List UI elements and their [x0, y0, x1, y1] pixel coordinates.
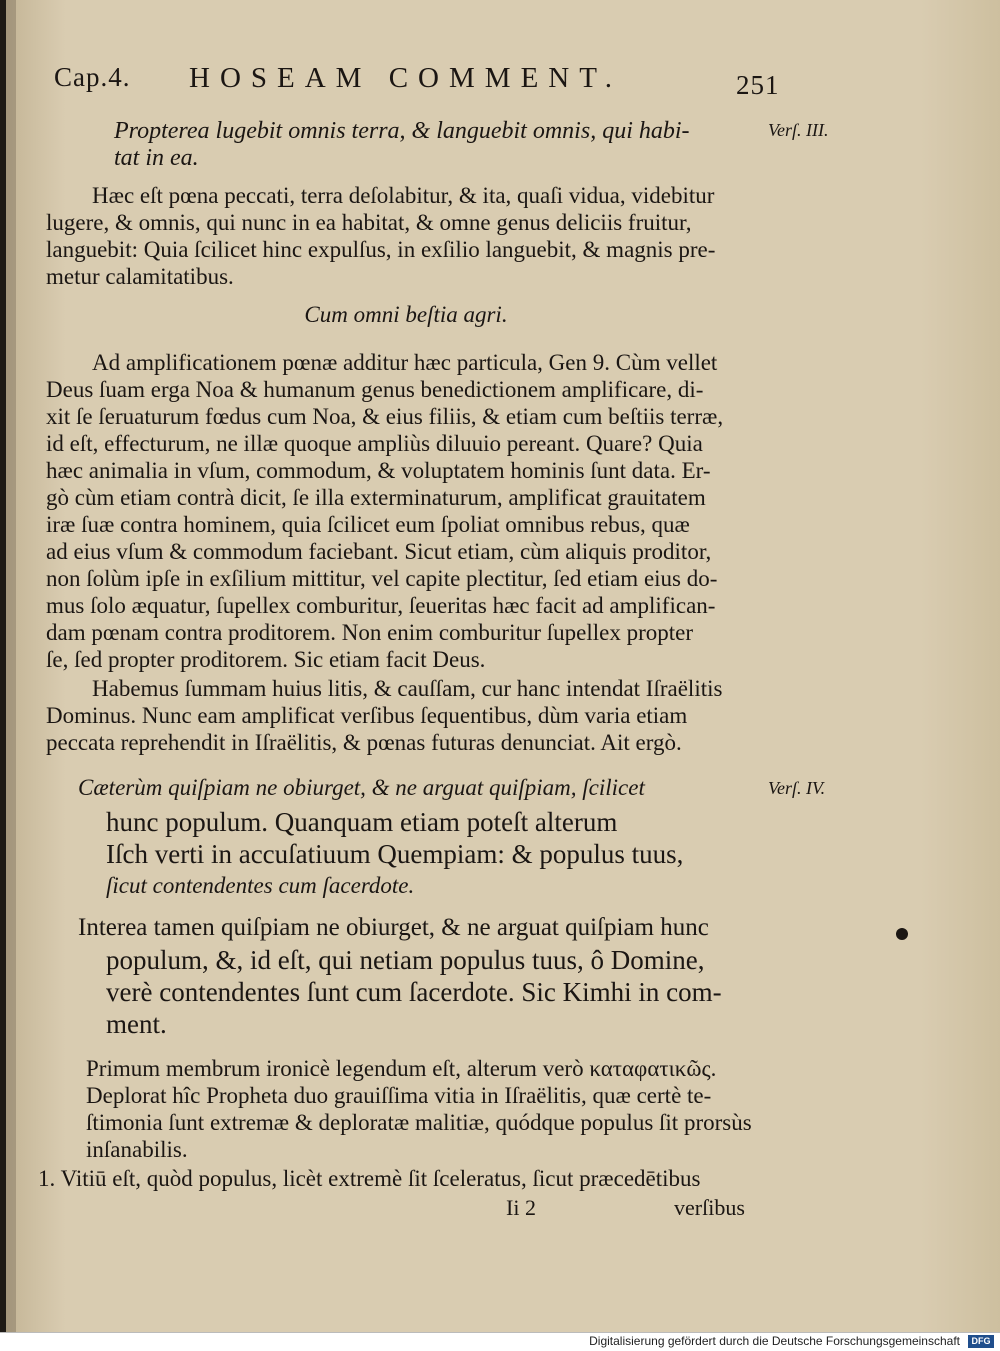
text-line: metur calamitatibus.: [46, 264, 234, 289]
text-line: languebit: Quia ſcilicet hinc expulſus, in exſilio languebit, & magnis pre-: [46, 237, 716, 262]
text-line: gò cùm etiam contrà dicit, ſe illa exterminaturum, amplificat grauitatem: [46, 485, 706, 510]
text-line: Hæc eſt pœna peccati, terra deſolabitur, & ita, quaſi vidua, videbitur: [92, 183, 715, 208]
text-line: iræ ſuæ contra hominem, quia ſcilicet eum ſpoliat omnibus rebus, quæ: [46, 512, 690, 537]
lemma-line: tat in ea.: [114, 145, 199, 171]
digitization-footer: [0, 1332, 1000, 1351]
book-page: [6, 0, 1000, 1332]
text-line: ſe, ſed propter proditorem. Sic etiam facit Deus.: [46, 647, 486, 672]
text-line: id eſt, effecturum, ne illæ quoque ampliùs diluuio pereant. Quare? Quia: [46, 431, 703, 456]
text-line: dam pœnam contra proditorem. Non enim comburitur ſupellex propter: [46, 620, 694, 645]
text-line: lugere, & omnis, qui nunc in ea habitat, & omne genus deliciis fruitur,: [46, 210, 692, 235]
dfg-logo-icon: DFG: [968, 1335, 994, 1348]
margin-note-vers-iii: Verſ. III.: [768, 120, 829, 140]
text-line: ſicut contendentes cum ſacerdote.: [106, 873, 415, 898]
margin-note-vers-iv: Verſ. IV.: [768, 778, 826, 798]
text-line: ment.: [106, 1009, 167, 1039]
text-line: Deplorat hîc Propheta duo grauiſſima vitia in Iſraëlitis, quæ certè te-: [86, 1083, 712, 1108]
text-line: Ad amplificationem pœnæ additur hæc particula, Gen 9. Cùm vellet: [92, 350, 718, 375]
text-line: Deus ſuam erga Noa & humanum genus benedictionem amplificare, di-: [46, 377, 704, 402]
text-line: hæc animalia in vſum, commodum, & voluptatem hominis ſunt data. Er-: [46, 458, 711, 483]
text-line: Iſch verti in accuſatiuum Quempiam: & populus tuus,: [106, 839, 684, 869]
footer-credit: Digitalisierung gefördert durch die Deutsche Forschungsgemeinschaft: [589, 1334, 960, 1348]
text-line: Dominus. Nunc eam amplificat verſibus ſequentibus, dùm varia etiam: [46, 703, 688, 728]
running-header-chapter: Cap.4.: [54, 62, 131, 92]
text-line: mus ſolo æquatur, ſupellex comburitur, ſeueritas hæc facit ad amplifican-: [46, 593, 716, 618]
text-line: hunc populum. Quanquam etiam poteſt alterum: [106, 807, 618, 837]
text-line: Habemus ſummam huius litis, & cauſſam, cur hanc intendat Iſraëlitis: [92, 676, 723, 701]
text-line: Primum membrum ironicè legendum eſt, alterum verò καταφατικῶς.: [86, 1056, 717, 1081]
page-number: 251: [736, 70, 780, 100]
page-spine-shadow: [6, 0, 16, 1332]
text-line: Interea tamen quiſpiam ne obiurget, & ne arguat quiſpiam hunc: [78, 914, 709, 941]
text-line: non ſolùm ipſe in exſilium mittitur, vel capite plectitur, ſed etiam eius do-: [46, 566, 718, 591]
text-line: populum, &, id eſt, qui netiam populus tuus, ô Domine,: [106, 945, 705, 975]
running-header-title: HOSEAM COMMENT.: [189, 62, 623, 94]
lemma-line: Propterea lugebit omnis terra, & languebit omnis, qui habi-: [114, 118, 690, 144]
text-line: verè contendentes ſunt cum ſacerdote. Sic Kimhi in com-: [106, 977, 722, 1007]
signature-mark: Ii 2: [506, 1195, 536, 1220]
text-line: inſanabilis.: [86, 1137, 188, 1162]
lemma-line: Cæterùm quiſpiam ne obiurget, & ne arguat quiſpiam, ſcilicet: [78, 775, 645, 800]
text-line: ad eius vſum & commodum faciebant. Sicut etiam, cùm aliquis proditor,: [46, 539, 712, 564]
section-heading: Cum omni beſtia agri.: [304, 302, 508, 327]
text-line: xit ſe ſeruaturum fœdus cum Noa, & eius filiis, & etiam cum beſtiis terræ,: [46, 404, 724, 429]
text-line: peccata reprehendit in Iſraëlitis, & pœnas futuras denunciat. Ait ergò.: [46, 730, 682, 755]
text-line: ſtimonia ſunt extremæ & deploratæ malitiæ, quódque populus ſit prorsùs: [86, 1110, 752, 1135]
catchword: verſibus: [674, 1195, 745, 1220]
text-line: 1. Vitiū eſt, quòd populus, licèt extremè ſit ſceleratus, ſicut præcedētibus: [38, 1166, 701, 1191]
ink-spot: [896, 928, 908, 940]
